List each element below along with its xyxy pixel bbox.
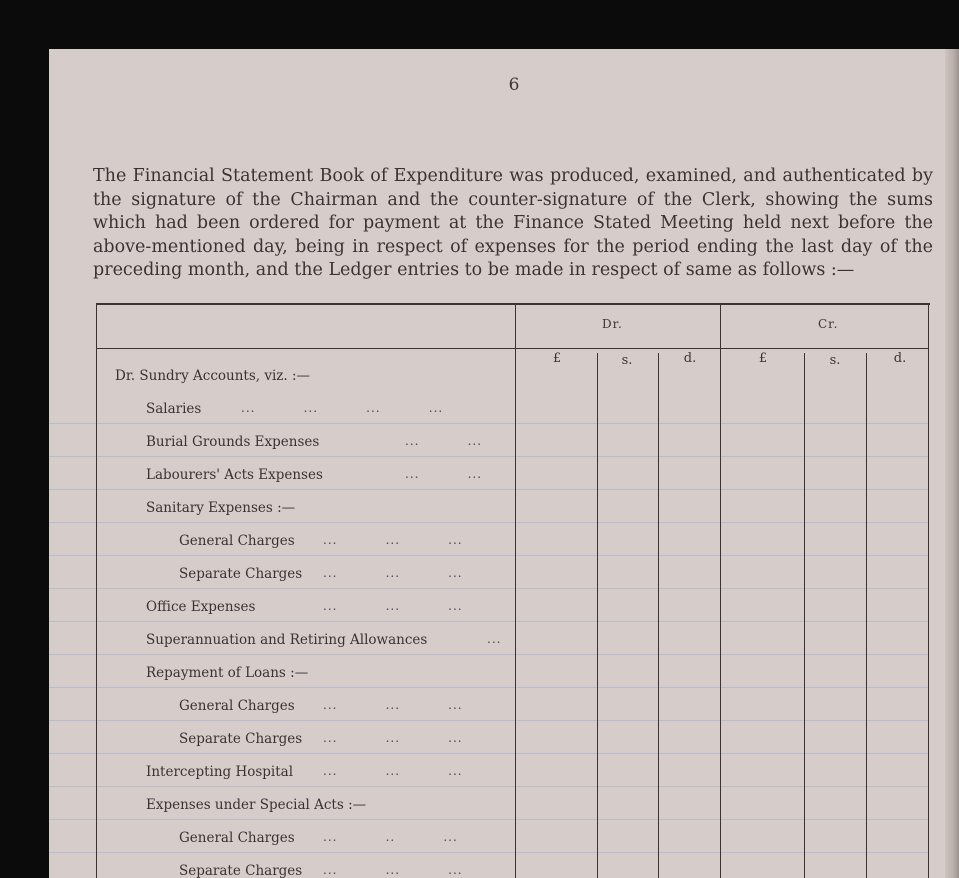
table-right-border — [928, 303, 929, 878]
dr-heading: Dr. — [602, 317, 623, 331]
statement-paragraph: The Financial Statement Book of Expenditure was produced, examined, and authenticated by the signature of the Chairman and the counter-signature of the Clerk, showing the sums which had been ordered for payment at the Finance Stated Meeting held next before the above-mentioned day, being in respect of expenses for the period ending the last day of the preceding month, and the Ledger entries to be made in respect of same as follows :— — [93, 166, 933, 280]
ruling-line — [49, 753, 929, 754]
ruling-line — [49, 654, 929, 655]
header-rule — [516, 348, 928, 349]
dr-pounds-header: £ — [552, 351, 562, 366]
ledger-row-label: Dr. Sundry Accounts, viz. :— — [115, 368, 311, 384]
ledger-row-label: General Charges — [179, 698, 295, 714]
col-divider — [804, 353, 805, 878]
ledger-row-label: Superannuation and Retiring Allowances — [146, 632, 428, 648]
ruling-line — [49, 423, 929, 424]
ruling-line — [49, 489, 929, 490]
header-rule — [96, 348, 516, 349]
ledger-row-label: Office Expenses — [146, 599, 256, 615]
ledger-row-label: Burial Grounds Expenses — [146, 434, 320, 450]
leader-dots: ... ... — [405, 467, 483, 481]
leader-dots: ... .. ... — [323, 830, 458, 844]
ledger-row-label: Separate Charges — [179, 566, 303, 582]
table-top-border — [96, 303, 930, 305]
leader-dots: ... — [487, 632, 502, 646]
leader-dots: ... ... ... — [323, 764, 463, 778]
ruling-line — [49, 720, 929, 721]
ledger-row-label: General Charges — [179, 830, 295, 846]
table-left-border — [96, 303, 97, 878]
leader-dots: ... ... ... — [323, 599, 463, 613]
col-divider — [720, 303, 721, 878]
ruling-line — [49, 456, 929, 457]
col-divider — [597, 353, 598, 878]
leader-dots: ... ... ... — [323, 566, 463, 580]
ruling-line — [49, 555, 929, 556]
ledger-row-label: Separate Charges — [179, 731, 303, 747]
ledger-row-label: Salaries — [146, 401, 202, 417]
book-page — [49, 49, 959, 878]
col-divider — [658, 353, 659, 878]
col-divider — [515, 303, 516, 878]
leader-dots: ... ... ... — [323, 731, 463, 745]
leader-dots: ... ... — [405, 434, 483, 448]
ledger-row-label: Separate Charges — [179, 863, 303, 878]
leader-dots: ... ... ... — [323, 533, 463, 547]
cr-pounds-header: £ — [758, 351, 768, 366]
ruling-line — [49, 819, 929, 820]
col-divider — [866, 353, 867, 878]
ledger-row-label: Expenses under Special Acts :— — [146, 797, 367, 813]
cr-heading: Cr. — [818, 317, 839, 331]
dr-pence-header: d. — [683, 351, 697, 366]
leader-dots: ... ... ... ... — [241, 401, 444, 415]
ruling-line — [49, 786, 929, 787]
leader-dots: ... ... ... — [323, 698, 463, 712]
ruling-line — [49, 852, 929, 853]
ruling-line — [49, 621, 929, 622]
cr-pence-header: d. — [893, 351, 907, 366]
ledger-row-label: General Charges — [179, 533, 295, 549]
cr-shillings-header: s. — [829, 353, 841, 368]
ruling-line — [49, 687, 929, 688]
ledger-row-label: Labourers' Acts Expenses — [146, 467, 323, 483]
page-number: 6 — [508, 75, 520, 95]
ledger-row-label: Sanitary Expenses :— — [146, 500, 296, 516]
dr-shillings-header: s. — [621, 353, 633, 368]
ledger-row-label: Repayment of Loans :— — [146, 665, 309, 681]
ruling-line — [49, 522, 929, 523]
ledger-table — [49, 49, 959, 878]
leader-dots: ... ... ... — [323, 863, 463, 877]
ledger-row-label: Intercepting Hospital — [146, 764, 294, 780]
ruling-line — [49, 588, 929, 589]
